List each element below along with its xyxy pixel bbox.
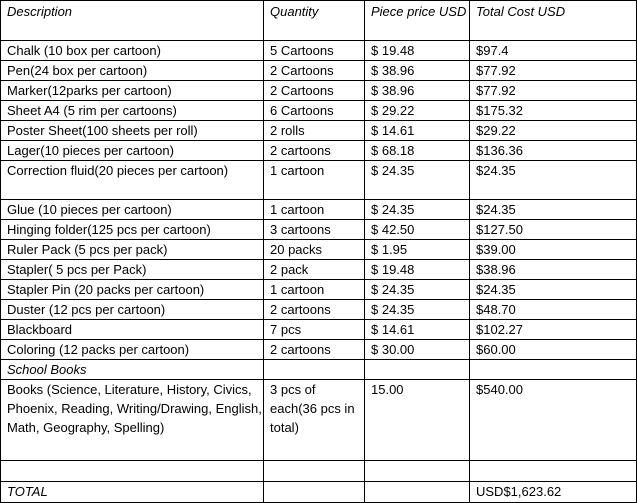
item-price: $ 19.48 bbox=[365, 41, 470, 61]
item-quantity: 1 cartoon bbox=[264, 280, 365, 300]
item-description: Sheet A4 (5 rim per cartoons) bbox=[1, 101, 264, 121]
item-total: $77.92 bbox=[470, 61, 637, 81]
item-quantity: 2 Cartoons bbox=[264, 81, 365, 101]
item-description: Glue (10 pieces per cartoon) bbox=[1, 200, 264, 220]
table-row bbox=[1, 141, 637, 161]
item-total: $97.4 bbox=[470, 41, 637, 61]
total-row bbox=[1, 482, 637, 503]
item-description: Duster (12 pcs per cartoon) bbox=[1, 300, 264, 320]
item-quantity: 2 pack bbox=[264, 260, 365, 280]
item-total: $39.00 bbox=[470, 240, 637, 260]
item-description: Poster Sheet(100 sheets per roll) bbox=[1, 121, 264, 141]
item-price: $ 24.35 bbox=[365, 280, 470, 300]
empty-cell bbox=[470, 360, 637, 380]
item-price: $ 38.96 bbox=[365, 61, 470, 81]
header-row bbox=[1, 1, 637, 41]
item-description: Coloring (12 packs per cartoon) bbox=[1, 340, 264, 360]
item-total: $24.35 bbox=[470, 280, 637, 300]
empty-cell bbox=[264, 482, 365, 503]
item-quantity: 3 cartoons bbox=[264, 220, 365, 240]
item-quantity: 20 packs bbox=[264, 240, 365, 260]
books-quantity: 3 pcs of each(36 pcs in total) bbox=[264, 380, 365, 461]
item-price: $ 1.95 bbox=[365, 240, 470, 260]
item-total: $38.96 bbox=[470, 260, 637, 280]
table-row bbox=[1, 200, 637, 220]
item-description: Ruler Pack (5 pcs per pack) bbox=[1, 240, 264, 260]
empty-cell bbox=[470, 461, 637, 482]
item-total: $60.00 bbox=[470, 340, 637, 360]
table-row bbox=[1, 260, 637, 280]
table-row bbox=[1, 340, 637, 360]
header-quantity: Quantity bbox=[264, 1, 365, 41]
item-total: $175.32 bbox=[470, 101, 637, 121]
table-row bbox=[1, 280, 637, 300]
header-total-cost: Total Cost USD bbox=[470, 1, 637, 41]
item-total: $24.35 bbox=[470, 161, 637, 200]
section-title: School Books bbox=[1, 360, 264, 380]
table-row bbox=[1, 240, 637, 260]
item-description: Stapler Pin (20 packs per cartoon) bbox=[1, 280, 264, 300]
empty-cell bbox=[365, 482, 470, 503]
item-description: Hinging folder(125 pcs per cartoon) bbox=[1, 220, 264, 240]
table-row bbox=[1, 81, 637, 101]
item-description: Blackboard bbox=[1, 320, 264, 340]
empty-cell bbox=[264, 360, 365, 380]
item-quantity: 1 cartoon bbox=[264, 161, 365, 200]
item-description: Correction fluid(20 pieces per cartoon) bbox=[1, 161, 264, 200]
item-price: $ 38.96 bbox=[365, 81, 470, 101]
item-price: $ 14.61 bbox=[365, 320, 470, 340]
item-total: $29.22 bbox=[470, 121, 637, 141]
item-total: $102.27 bbox=[470, 320, 637, 340]
item-total: $127.50 bbox=[470, 220, 637, 240]
table-row bbox=[1, 61, 637, 81]
header-description: Description bbox=[1, 1, 264, 41]
item-quantity: 2 cartoons bbox=[264, 300, 365, 320]
empty-cell bbox=[1, 461, 264, 482]
item-description: Pen(24 box per cartoon) bbox=[1, 61, 264, 81]
books-row bbox=[1, 380, 637, 461]
item-quantity: 1 cartoon bbox=[264, 200, 365, 220]
item-price: $ 29.22 bbox=[365, 101, 470, 121]
books-description: Books (Science, Literature, History, Civics, Phoenix, Reading, Writing/Drawing, English, Math, Geography, Spelling) bbox=[1, 380, 264, 461]
books-total: $540.00 bbox=[470, 380, 637, 461]
section-row bbox=[1, 360, 637, 380]
table-row bbox=[1, 300, 637, 320]
table-row bbox=[1, 121, 637, 141]
item-price: $ 19.48 bbox=[365, 260, 470, 280]
item-quantity: 6 Cartoons bbox=[264, 101, 365, 121]
item-price: $ 24.35 bbox=[365, 161, 470, 200]
item-description: Lager(10 pieces per cartoon) bbox=[1, 141, 264, 161]
item-description: Chalk (10 box per cartoon) bbox=[1, 41, 264, 61]
item-price: $ 14.61 bbox=[365, 121, 470, 141]
books-price: 15.00 bbox=[365, 380, 470, 461]
item-quantity: 2 cartoons bbox=[264, 141, 365, 161]
empty-cell bbox=[264, 461, 365, 482]
item-total: $136.36 bbox=[470, 141, 637, 161]
item-total: $24.35 bbox=[470, 200, 637, 220]
item-total: $77.92 bbox=[470, 81, 637, 101]
table-row bbox=[1, 220, 637, 240]
table-row bbox=[1, 101, 637, 121]
empty-cell bbox=[365, 461, 470, 482]
item-description: Marker(12parks per cartoon) bbox=[1, 81, 264, 101]
item-quantity: 2 cartoons bbox=[264, 340, 365, 360]
item-description: Stapler( 5 pcs per Pack) bbox=[1, 260, 264, 280]
item-quantity: 2 rolls bbox=[264, 121, 365, 141]
table-row bbox=[1, 161, 637, 200]
item-quantity: 5 Cartoons bbox=[264, 41, 365, 61]
item-price: $ 42.50 bbox=[365, 220, 470, 240]
table-row bbox=[1, 41, 637, 61]
item-quantity: 2 Cartoons bbox=[264, 61, 365, 81]
total-value: USD$1,623.62 bbox=[470, 482, 637, 503]
item-price: $ 24.35 bbox=[365, 200, 470, 220]
empty-cell bbox=[365, 360, 470, 380]
total-label: TOTAL bbox=[1, 482, 264, 503]
blank-row bbox=[1, 461, 637, 482]
item-price: $ 24.35 bbox=[365, 300, 470, 320]
item-total: $48.70 bbox=[470, 300, 637, 320]
item-price: $ 68.18 bbox=[365, 141, 470, 161]
item-quantity: 7 pcs bbox=[264, 320, 365, 340]
item-price: $ 30.00 bbox=[365, 340, 470, 360]
header-piece-price: Piece price USD bbox=[365, 1, 470, 41]
table-row bbox=[1, 320, 637, 340]
